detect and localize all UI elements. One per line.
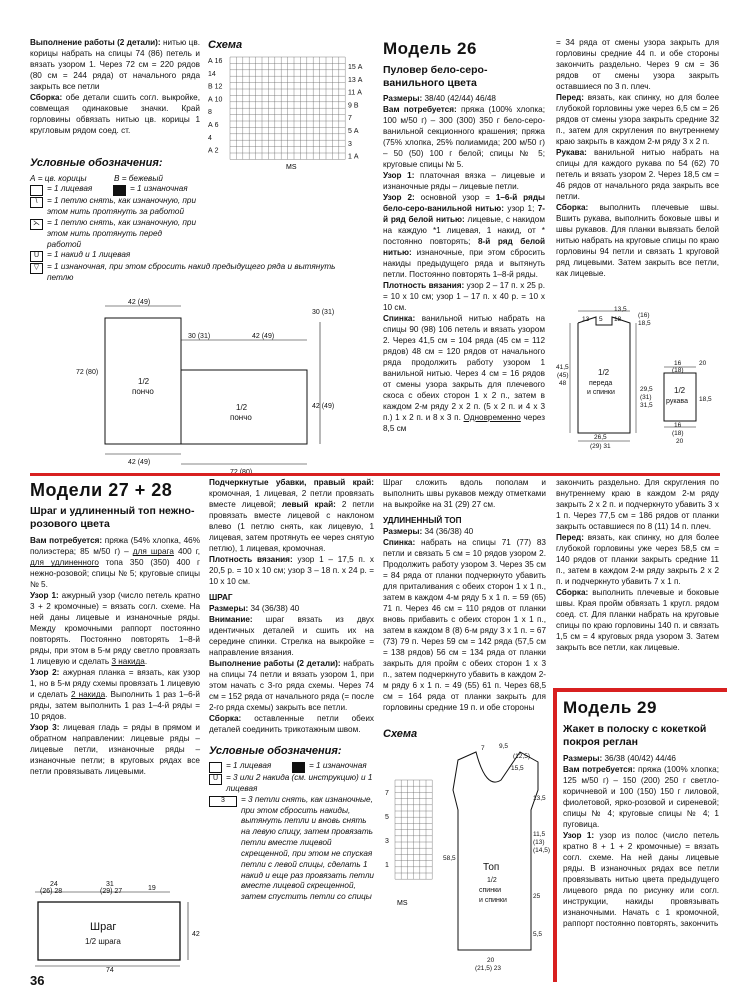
m26-dg-v: рукава bbox=[666, 398, 688, 405]
legend-color-b: В = бежевый bbox=[114, 173, 163, 183]
schema-1-row-left: 4 bbox=[208, 134, 212, 142]
m27-text-4: закончить раздельно. Для скругления по внутреннему краю в каждом 2-м ряду закрыть 2 х 2 п. и подчеркнуто убавить 3 х 1 п. Через 77,5 см = 186 рядов от планки закрыть оставшиеся по 8 (11) 14 п. плеч. Перед: вязать, как спинку, но для более глубокой горловины уже через 58,5 см = 140 рядов от планки закрыть средние 11 п., затем в каждом 2-м ряду закрыть 2 х 2 п. и подчеркнуто убавить 7 х 1 п. Сборка: выполнить плечевые и боковые швы. Края пройм обвязать 1 кругл. рядом соед. ст. Для планки набрать на круговые спицы по краю горловины 140 п. и связать 1,5 см = 4 круговых ряда узором 3. Затем закрыть все петли, как лицевые. bbox=[556, 478, 719, 652]
m26-dg-b: (16) bbox=[638, 312, 650, 319]
m26-dg-w: 18,5 bbox=[699, 396, 712, 403]
m26-density-label: Плотность вязания: bbox=[383, 280, 465, 290]
poncho-dim-bottom: 42 (49) bbox=[128, 459, 151, 466]
schema-2-row: 7 bbox=[385, 790, 389, 797]
schema-1-row-left: А 2 bbox=[208, 147, 219, 155]
page-number: 36 bbox=[30, 973, 45, 988]
knit-symbol-icon bbox=[30, 185, 43, 196]
shrag-dim-d: (29) 27 bbox=[100, 888, 123, 895]
m26-density: узор 2 – 17 п. х 25 р. = 10 х 10 см; узор 1 – 17 п. х 40 р. = 10 х 10 см. bbox=[383, 280, 545, 312]
m25-paragraph-1: Выполнение работы (2 детали): нитью цв. корицы набрать на спицы 74 (86) петель и вязать узором 1. Через 72 см = 220 рядов (80 см = 244 ряда) от начального ряда закрыть все петли bbox=[30, 38, 200, 91]
m26-dg-d: 13 bbox=[582, 316, 590, 323]
m26-assembly-label: Сборка: bbox=[556, 202, 589, 212]
slip-front-icon: ⋋ bbox=[30, 219, 43, 230]
schema-2-ms: MS bbox=[397, 900, 408, 907]
schema-1-row-right: 3 bbox=[348, 140, 352, 148]
m27-u3-label: Узор 3: bbox=[30, 723, 60, 733]
m26-sizes: 38/40 (42/44) 46/48 bbox=[422, 94, 496, 104]
m26-dg-f: 18 bbox=[614, 316, 622, 323]
schema-1-row-left: А 10 bbox=[208, 96, 223, 104]
m25-paragraph-2: Сборка: обе детали сшить согл. выкройке, совмещая одинаковые значки. Край горловины обвязать нитью цв. корицы 1 кругловым рядом соед. ст. bbox=[30, 92, 200, 135]
m27-need-label: Вам потребуется: bbox=[30, 536, 103, 546]
m26-dg-g: 41,5 bbox=[556, 364, 569, 371]
top-half: 1/2 bbox=[487, 877, 497, 884]
schema-1-row-right: 11 А bbox=[348, 89, 362, 97]
schema-1-row-right: 9 В bbox=[348, 102, 359, 110]
m26-dg-t: 20 bbox=[699, 360, 707, 367]
purl-symbol-icon bbox=[113, 185, 126, 196]
schema-1-row-left: А 16 bbox=[208, 57, 223, 65]
poncho-dim-side: 30 (31) bbox=[312, 309, 335, 316]
m26-front: вязать, как спинку, но для более глубокой горловины уже через 6,5 см = 26 рядов от смены узора закрыть средние 32 п., затем для скругления по внутреннему краю закрыть в каждом 2-м ряду 3 х 2 п. bbox=[556, 92, 719, 146]
schema-1-title: Схема bbox=[208, 39, 243, 51]
shrag-dim-e: 19 bbox=[148, 885, 156, 892]
poncho-label: пончо bbox=[132, 387, 154, 396]
legend-drop: = 1 изнаночная, при этом сбросить накид предыдущего ряда и вытянуть петлю bbox=[47, 262, 336, 283]
top-dg-a: 7 bbox=[481, 745, 485, 752]
top-dg-n: (21,5) 23 bbox=[475, 965, 502, 972]
m26-dg-m: 29,5 bbox=[640, 386, 653, 393]
m27-text-2: Подчеркнутые убавки, правый край: кромочная, 1 лицевая, 2 петли провязать вместе лицевой; левый край: 2 петли провязать вместе лицевой с наклоном влево (1 петлю снять, как лицевую, 1 лицевая, затем протянуть ее через снятую петлю), 1 лицевая, кромочная. Плотность вязания: узор 1 – 17,5 п. х 20,5 р. = 10 х 10 см; узор 3 – 18 п. х 24 р. = 10 х 10 см. ШРАГ Размеры: 34 (36/38) 40 Внимание: шраг вязать из двух идентичных деталей и сшить их на середине спинки. Стрелка на выкройке = направление вязания. Выполнение работы (2 детали): набрать на спицы 74 петли и вязать узором 1, при этом начать с 3-го ряда схемы. Через 74 см = 152 ряда от начального ряда (= после 2-го ряда схемы) закрыть все петли. Сборка: оставленные петли обеих деталей соединить трикотажным швом. Условные обозначения: = 1 лицевая = 1 изнаночная U = 3 или 2 накида (см. инструкцию) и 1 лицевая 3 = 3 петли снять, как изнаночные, при этом сбросить накиды, вытянуть петли и вновь снять на левую спицу, затем провязать петли вместе лицевой скрещенной, при этом не спуская петли с левой спицы, сделать 1 накид и еще раз провязать петли вместе лицевой скрещенной, затем спустить петли со спицы bbox=[209, 478, 374, 902]
m26-sleeve-label: Рукава: bbox=[556, 147, 587, 157]
poncho-dim-top: 42 (49) bbox=[128, 299, 151, 306]
top-back2: и спинки bbox=[479, 897, 507, 904]
shrag-dim-a: 24 bbox=[50, 881, 58, 888]
schema-1-ms: MS bbox=[286, 163, 297, 171]
top-label: Топ bbox=[483, 862, 500, 873]
knit-symbol-icon bbox=[209, 762, 222, 773]
m26-dg-c: 18,5 bbox=[638, 320, 651, 327]
m26-text: Модель 26 Пуловер бело-серо-ванильного цвета Размеры: 38/40 (42/44) 46/48 Вам потребуется: пряжа (100% хлопка; 100 м/50 г) – 300 (300) 350 г бело-серо-ванильной секционного крашения; пряжа (75% хлопка, 25% полиамида; 200 м/50 г) – 50 (50) 100 г белой; спицы № 5; круговые спицы № 5. Узор 1: платочная вязка – лицевые и изнаночные ряды – лицевые петли. Узор 2: основной узор = 1–6-й ряды бело-серо-ванильной нитью: узор 1; 7-й ряд белой нитью: лицевые, с накидом на каждую *1 лицевая, 1 накид, от * постоянно повторять; 8-й ряд белой нитью: изнаночные, при этом сбросить накиды предыдущего ряда и вытянуть петли. Постоянно повторять 1–8-й ряды. Плотность вязания: узор 2 – 17 п. х 25 р. = 10 х 10 см; узор 1 – 17 п. х 40 р. = 10 х 10 см. Спинка: ванильной нитью набрать на спицы 90 (98) 106 петель и вязать узором 2. Через 41,5 см = 104 ряда (45 см = 112 рядов) 48 см = 120 рядов от начального ряда продолжить работу узором 1 ванильной нитью. Через 4 см = 16 рядов от смены узора закрыть для плечевого скоса с обеих сторон 1 х 2 п., затем в каждом 2-м ряду 2 х 2 п. (5 х 2 п. и 4 х 3 п.) 1 х 2 п. и 8 х 3 п. Одновременно через 8,5 см bbox=[383, 39, 546, 433]
section-divider bbox=[30, 473, 720, 476]
m29-text: Модель 29 Жакет в полоску с кокеткой покроя реглан Размеры: 36/38 (40/42) 44/46 Вам потребуется: пряжа (100% хлопка; 125 м/50 г) – 150 (200) 250 г светло-коричневой и 100 (150) 150 г лиловой, фиолетовой, ярко-розовой и сиреневой; спицы № 4; круговые спицы № 4; 1 пуговица. Узор 1: узор из полос (число петель кратно 8 + 1 + 2 кромочные) = вязать согл. схеме. На ней даны лицевые ряды. В изнаночных рядах все петли провязывать нитью цвета предыдущего лицевого ряда по рисунку или согл. инструкции, накиды провязывать изнаночными. Начать с 1 кромочной, раппорт постоянно повторять, закончить bbox=[563, 698, 720, 928]
purl-symbol-icon bbox=[292, 762, 305, 773]
m26-need-label: Вам потребуется: bbox=[383, 105, 457, 114]
m26-subtitle: Пуловер бело-серо-ванильного цвета bbox=[383, 63, 488, 89]
m26-dg-k: переда bbox=[589, 380, 613, 387]
poncho-dim-height: 72 (80) bbox=[76, 369, 99, 376]
m29-subtitle: Жакет в полоску с кокеткой покроя реглан bbox=[563, 722, 707, 748]
schema-1 bbox=[208, 38, 373, 177]
m26-diagram bbox=[556, 303, 721, 450]
top-dg-q: 25 bbox=[533, 893, 541, 900]
top-diagram bbox=[383, 740, 553, 972]
poncho-diagram bbox=[70, 296, 340, 476]
poncho-dim-42b: 42 (49) bbox=[252, 333, 275, 340]
shrag-half: 1/2 шрага bbox=[85, 937, 121, 946]
schema-1-row-left: 14 bbox=[208, 70, 216, 78]
m26-dg-r: 16 bbox=[674, 360, 682, 367]
m26-dg-x: 16 bbox=[674, 422, 682, 429]
poncho-label-half: 1/2 bbox=[138, 377, 150, 386]
m25-text bbox=[30, 38, 200, 137]
poncho2-label: пончо bbox=[230, 413, 252, 422]
m27-u2-label: Узор 2: bbox=[30, 668, 60, 678]
top-dg-s: (13) bbox=[533, 839, 545, 846]
m26-dg-u: 1/2 bbox=[674, 386, 686, 395]
schema-1-grid bbox=[208, 55, 373, 173]
schema-1-row-right: 7 bbox=[348, 114, 352, 122]
m26-front-label: Перед: bbox=[556, 92, 584, 102]
shrag-label: Шраг bbox=[90, 921, 117, 933]
poncho-dim-30: 30 (31) bbox=[188, 333, 211, 340]
m27-text-3: Шраг сложить вдоль пополам и выполнить швы рукавов между отметками на выкройке на 31 (29) 27 см. УДЛИНЕННЫЙ ТОП Размеры: 34 (36/38) 40 Спинка: набрать на спицы 71 (77) 83 петли и связать 5 см = 10 рядов узором 2. Продолжить работу узором 3. Через 35 см = 84 ряда от планки подчеркнуто убавить для приталивания с обеих сторон 1 х 1 п., затем в каждом 4-м ряду 5 х 1 п. = 59 (65) 71 п. Через 46 см = 110 рядов от планки вновь прибавить с обеих сторон 1 х 1 п., затем в каждом 8 (8) 6-м ряду 3 х 1 п. = 67 (73) 79 п. Через 59 см = 142 ряда (57,5 см = 138 рядов) 56 см = 134 ряда от планки закрыть для пройм с обеих сторон 1 х 3 п., затем подчеркнуто убавить в каждом 2-м ряду 6 х 1 п. = 49 (55) 61 п. Через 68,5 см = 164 ряда от планки закрыть для горловины средние 19 п. и обе стороны bbox=[383, 478, 546, 712]
m26-dg-n: (31) bbox=[640, 394, 652, 401]
top-dg-u: 5,5 bbox=[533, 931, 543, 938]
top-dg-f: 58,5 bbox=[443, 855, 456, 862]
m29-title: Модель 29 bbox=[563, 698, 657, 717]
schema-1-row-right: 1 А bbox=[348, 153, 359, 161]
legend-slip-front: = 1 петлю снять, как изнаночную, при этом нить протянуть перед работой bbox=[47, 218, 197, 249]
m26-sleeve: ванильной нитью набрать на спицы для каждого рукава по 54 (62) 70 петель и вязать узором 2. Через 18,5 см = 46 рядов от начального ряда закрыть все петли. bbox=[556, 147, 719, 201]
m26-u2-label: Узор 2: bbox=[383, 192, 415, 202]
m26-dg-p: 26,5 bbox=[594, 434, 607, 441]
m26-dg-l: и спинки bbox=[587, 389, 615, 396]
top-dg-d: 15,5 bbox=[511, 765, 524, 772]
schema-1-row-left: 8 bbox=[208, 108, 212, 116]
schema-1-row-left: В 12 bbox=[208, 83, 223, 91]
m26-dg-y: (18) bbox=[672, 430, 684, 437]
m26-u1-label: Узор 1: bbox=[383, 170, 415, 180]
cluster-stitch-icon: 3 bbox=[209, 796, 237, 807]
m26-text-cont bbox=[556, 38, 719, 280]
legend-color-a: А = цв. корицы bbox=[30, 173, 87, 183]
top-dg-r: 11,5 bbox=[533, 831, 546, 838]
m26-assembly: выполнить плечевые швы. Вшить рукава, выполнить боковые швы и швы рукавов. Для планки вывязать белой нитью набрать на круговые спицы по краю горловины 94 петли и связать 1 круговой ряд лицевыми. Затем закрыть все петли, как лицевые. bbox=[556, 202, 719, 278]
shrag-dim-h: 42 bbox=[192, 931, 200, 938]
top-dg-c: (12,5) bbox=[513, 753, 530, 760]
m26-dg-s: (18) bbox=[672, 367, 684, 374]
m27-title: Модели 27 + 28 bbox=[30, 480, 173, 500]
yarn-over-icon: U bbox=[209, 774, 222, 785]
legend-knit: = 1 лицевая bbox=[47, 184, 93, 194]
m27-legend: Условные обозначения: = 1 лицевая = 1 изнаночная U = 3 или 2 накида (см. инструкцию) и 1 лицевая 3 = 3 петли снять, как изнаночные, при этом сбросить накиды, вытянуть петли и вновь снять на левую спицу, затем провязать петли вместе лицевой скрещенной, при этом не спуская петли с левой спицы, сделать 1 накид и еще раз провязать петли вместе лицевой скрещенной, затем спустить петли со спицы bbox=[209, 744, 374, 902]
yarn-over-icon: U bbox=[30, 251, 43, 262]
m26-dg-o: 31,5 bbox=[640, 402, 653, 409]
m27-u1-label: Узор 1: bbox=[30, 591, 59, 601]
schema-1-row-right: 5 А bbox=[348, 127, 359, 135]
m27-subtitle: Шраг и удлиненный топ нежно-розового цвета bbox=[30, 505, 195, 531]
m26-dg-a: 13,5 bbox=[614, 306, 627, 313]
schema-2-row: 5 bbox=[385, 814, 389, 821]
schema-1-row-left: А 6 bbox=[208, 121, 219, 129]
shrag-dim-b: (26) 28 bbox=[40, 888, 63, 895]
schema-1-row-right: 13 А bbox=[348, 76, 363, 84]
m25-legend-title: Условные обозначения: bbox=[30, 157, 163, 169]
m27-legend-title: Условные обозначения: bbox=[209, 744, 342, 757]
m26-dg-h: (45) bbox=[557, 372, 569, 379]
schema-2-title: Схема bbox=[383, 728, 418, 740]
m26-sizes-label: Размеры: bbox=[383, 94, 423, 104]
m26-dg-q: (29) 31 bbox=[590, 443, 611, 450]
m26-need: пряжа (100% хлопка; 100 м/50 г) – 300 (300) 350 г бело-серо-ванильной секционного крашения; пряжа (75% хлопка, 25% полиамида; 200 м/50 г) – 50 (50) 100 г белой; спицы № 5; круговые спицы № 5. bbox=[383, 105, 545, 169]
poncho-dim-side2: 42 (49) bbox=[312, 403, 335, 410]
m26-dg-z: 20 bbox=[676, 438, 684, 445]
schema-2-row: 1 bbox=[385, 862, 389, 869]
m26-dg-e: 5 bbox=[599, 316, 603, 323]
m26-title: Модель 26 bbox=[383, 39, 477, 58]
shrag-dim-c: 31 bbox=[106, 881, 114, 888]
m26-neck: = 34 ряда от смены узора закрыть для горловины средние 44 п. и обе стороны закончить раздельно. Через 9 см = 36 рядов от смены узора закрыть оставшиеся по 3 п. плеч. bbox=[556, 38, 719, 91]
legend-purl: = 1 изнаночная bbox=[130, 184, 188, 194]
legend-yarn-over: = 1 накид и 1 лицевая bbox=[47, 250, 131, 260]
m26-back-label: Спинка: bbox=[383, 313, 416, 323]
schema-1-row-right: 15 А bbox=[348, 63, 363, 71]
legend-slip-back: = 1 петлю снять, как изнаночную, при этом нить протянуть за работой bbox=[47, 196, 197, 217]
schema-2-row: 3 bbox=[385, 838, 389, 845]
drop-yarn-over-icon: ▽ bbox=[30, 263, 43, 274]
top-dg-m: 20 bbox=[487, 957, 495, 964]
shrag-title: ШРАГ bbox=[209, 592, 233, 602]
top-title: УДЛИНЕННЫЙ ТОП bbox=[383, 515, 462, 525]
top-dg-b: 9,5 bbox=[499, 743, 509, 750]
m27-text: Модели 27 + 28 Шраг и удлиненный топ нежно-розового цвета Вам потребуется: пряжа (54% хлопка, 46% полиэстера; 85 м/50 г) – для шрага 400 г, для удлиненного топа 350 (350) 400 г нежно-розовой; спицы № 5; круговые спицы № 5. Узор 1: ажурный узор (число петель кратно 3 + 2 кромочные) = вязать согл. схеме. На ней даны лицевые и изнаночные ряды. Между кромочными раппорт постоянно повторять. Постоянно повторять 1–8-й ряды, при этом в 5-м ряду светло провязать 1 лицевую и сделать 3 накида. Узор 2: ажурная планка = вязать, как узор 1, но в 5-м ряду схемы провязать 1 лицевую и сделать 2 накида. Выполнить 1 раз 1–6-й ряды, затем выполнить 1 раз 1–4-й ряды = 10 рядов. Узор 3: лицевая гладь = ряды в прямом и обратном направлении: лицевые ряды – лицевые петли, изнаночные ряды – изнаночные петли; в круговых рядах все петли провязывать лицевыми. bbox=[30, 480, 201, 777]
shrag-diagram bbox=[30, 880, 205, 972]
m26-dg-i: 48 bbox=[559, 380, 567, 387]
top-dg-e: 13,5 bbox=[533, 795, 546, 802]
slip-back-icon: \ bbox=[30, 197, 43, 208]
top-dg-t: (14,5) bbox=[533, 847, 550, 854]
m26-dg-j: 1/2 bbox=[598, 368, 610, 377]
m26-u1: платочная вязка – лицевые и изнаночные ряды – лицевые петли. bbox=[383, 170, 545, 191]
poncho2-label-half: 1/2 bbox=[236, 403, 248, 412]
top-back: спинки bbox=[479, 887, 502, 894]
shrag-dim-w: 74 bbox=[106, 967, 114, 974]
